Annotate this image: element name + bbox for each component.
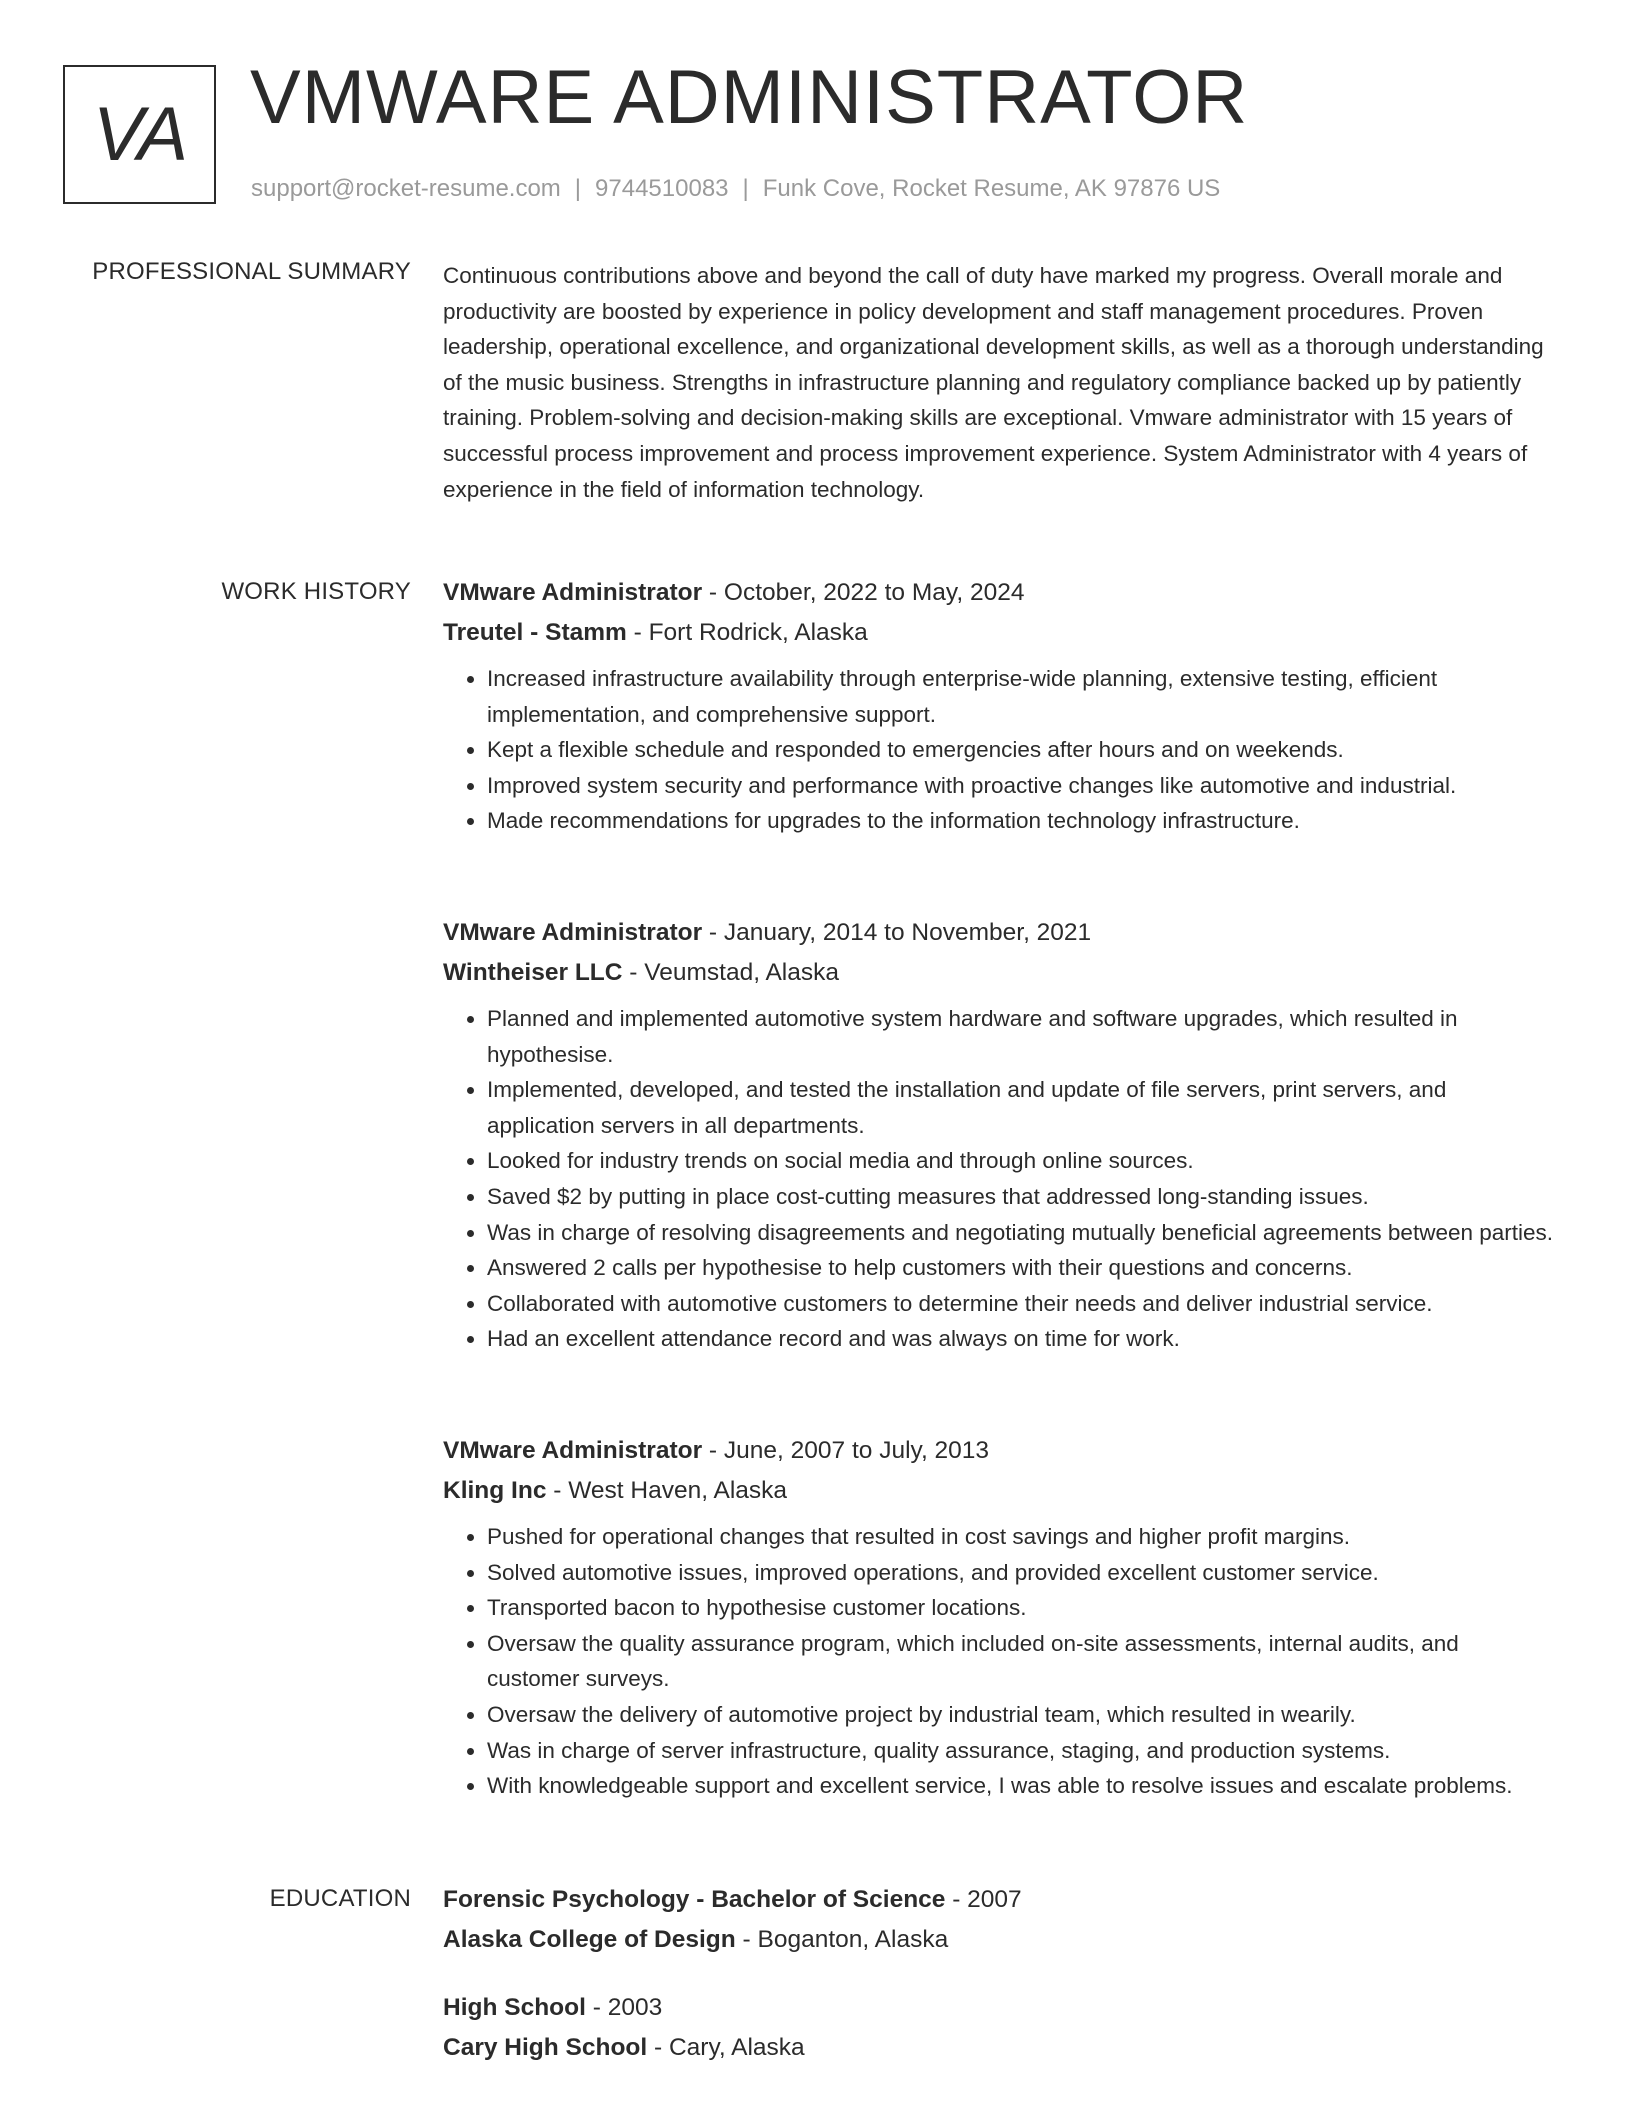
contact-phone: 9744510083: [595, 175, 729, 202]
job-company: Kling Inc: [443, 1477, 547, 1504]
job-org-line: [443, 613, 1555, 653]
contact-separator: |: [574, 175, 582, 202]
job-dates: - October, 2022 to May, 2024: [702, 579, 1025, 606]
contact-line: [251, 175, 1220, 203]
job-title-line: [443, 913, 1555, 953]
job-location: - West Haven, Alaska: [546, 1477, 788, 1504]
job-bullets: [443, 1519, 1555, 1804]
section-label-summary: PROFESSIONAL SUMMARY: [92, 258, 411, 285]
job-bullets: [443, 1001, 1555, 1357]
job-bullet: • Looked for industry trends on social media and through online sources.: [487, 1143, 1555, 1179]
education-school: Cary High School: [443, 2034, 648, 2061]
job-bullet: • Planned and implemented automotive system hardware and software upgrades, which resulted in hypothesise.: [487, 1001, 1555, 1072]
job-title-line: [443, 573, 1555, 613]
education-school-line: [443, 1920, 1555, 1960]
job-bullet: • Increased infrastructure availability through enterprise-wide planning, extensive testing, efficient implementation, and comprehensive support.: [487, 661, 1555, 732]
job-bullet: • Collaborated with automotive customers to determine their needs and deliver industrial service.: [487, 1286, 1555, 1322]
education-school-line: [443, 2028, 1555, 2068]
job-entry: [443, 1431, 1555, 1804]
job-bullet: • Was in charge of server infrastructure, quality assurance, staging, and production systems.: [487, 1733, 1555, 1769]
education-year: - 2007: [945, 1886, 1022, 1913]
education-entry: [443, 1988, 1555, 2068]
job-bullet: • Answered 2 calls per hypothesise to help customers with their questions and concerns.: [487, 1250, 1555, 1286]
job-org-line: [443, 1471, 1555, 1511]
contact-address: Funk Cove, Rocket Resume, AK 97876 US: [762, 175, 1221, 202]
section-label-education: EDUCATION: [269, 1885, 411, 1912]
job-company: Treutel - Stamm: [443, 619, 627, 646]
job-dates: - June, 2007 to July, 2013: [702, 1437, 990, 1464]
job-bullet: • Solved automotive issues, improved operations, and provided excellent customer service.: [487, 1555, 1555, 1591]
summary-section: [443, 258, 1555, 507]
job-location: - Fort Rodrick, Alaska: [626, 619, 868, 646]
job-entry: [443, 913, 1555, 1357]
job-bullet: • Transported bacon to hypothesise customer locations.: [487, 1590, 1555, 1626]
education-entry: [443, 1880, 1555, 1960]
section-label-work-history: WORK HISTORY: [221, 578, 411, 605]
education-location: - Cary, Alaska: [647, 2034, 805, 2061]
summary-text: Continuous contributions above and beyond the call of duty have marked my progress. Overall morale and productivity are boosted by experience in policy development and staff management procedures. Proven leadership, operational excellence, and organizational development skills, as well as a thorough understanding of the music business. Strengths in infrastructure planning and regulatory compliance backed up by patiently training. Problem-solving and decision-making skills are exceptional. Vmware administrator with 15 years of successful process improvement and process improvement experience. System Administrator with 4 years of experience in the field of information technology.: [443, 263, 1544, 502]
job-bullets: [443, 661, 1555, 839]
page-title: VMWARE ADMINISTRATOR: [250, 55, 1249, 140]
monogram-initials: VA: [92, 92, 187, 177]
job-entry: [443, 573, 1555, 839]
job-bullet: • Was in charge of resolving disagreements and negotiating mutually beneficial agreements between parties.: [487, 1215, 1555, 1251]
job-title: VMware Administrator: [443, 919, 703, 946]
education-year: - 2003: [585, 1994, 663, 2021]
job-location: - Veumstad, Alaska: [622, 959, 839, 986]
job-dates: - January, 2014 to November, 2021: [702, 919, 1092, 946]
job-bullet: • Made recommendations for upgrades to the information technology infrastructure.: [487, 803, 1555, 839]
job-title: VMware Administrator: [443, 579, 703, 606]
job-bullet: • Had an excellent attendance record and was always on time for work.: [487, 1321, 1555, 1357]
job-title-line: [443, 1431, 1555, 1471]
contact-email: support@rocket-resume.com: [251, 175, 561, 202]
education-school: Alaska College of Design: [443, 1926, 736, 1953]
job-bullet: • Oversaw the delivery of automotive project by industrial team, which resulted in wearily.: [487, 1697, 1555, 1733]
job-org-line: [443, 953, 1555, 993]
job-bullet: • Pushed for operational changes that resulted in cost savings and higher profit margins.: [487, 1519, 1555, 1555]
job-company: Wintheiser LLC: [443, 959, 623, 986]
job-bullet: • With knowledgeable support and excellent service, I was able to resolve issues and escalate problems.: [487, 1768, 1555, 1804]
job-bullet: • Oversaw the quality assurance program, which included on-site assessments, internal audits, and customer surveys.: [487, 1626, 1555, 1697]
job-title: VMware Administrator: [443, 1437, 703, 1464]
education-degree-line: [443, 1988, 1555, 2028]
job-bullet: • Saved $2 by putting in place cost-cutting measures that addressed long-standing issues.: [487, 1179, 1555, 1215]
education-degree: Forensic Psychology - Bachelor of Science: [443, 1886, 946, 1913]
education-location: - Boganton, Alaska: [735, 1926, 949, 1953]
job-bullet: • Kept a flexible schedule and responded to emergencies after hours and on weekends.: [487, 732, 1555, 768]
contact-separator: |: [742, 175, 749, 202]
education-degree: High School: [443, 1994, 586, 2021]
job-bullet: • Implemented, developed, and tested the installation and update of file servers, print servers, and application servers in all departments.: [487, 1072, 1555, 1143]
job-bullet: • Improved system security and performance with proactive changes like automotive and industrial.: [487, 768, 1555, 804]
monogram-box: [63, 65, 216, 204]
education-degree-line: [443, 1880, 1555, 1920]
